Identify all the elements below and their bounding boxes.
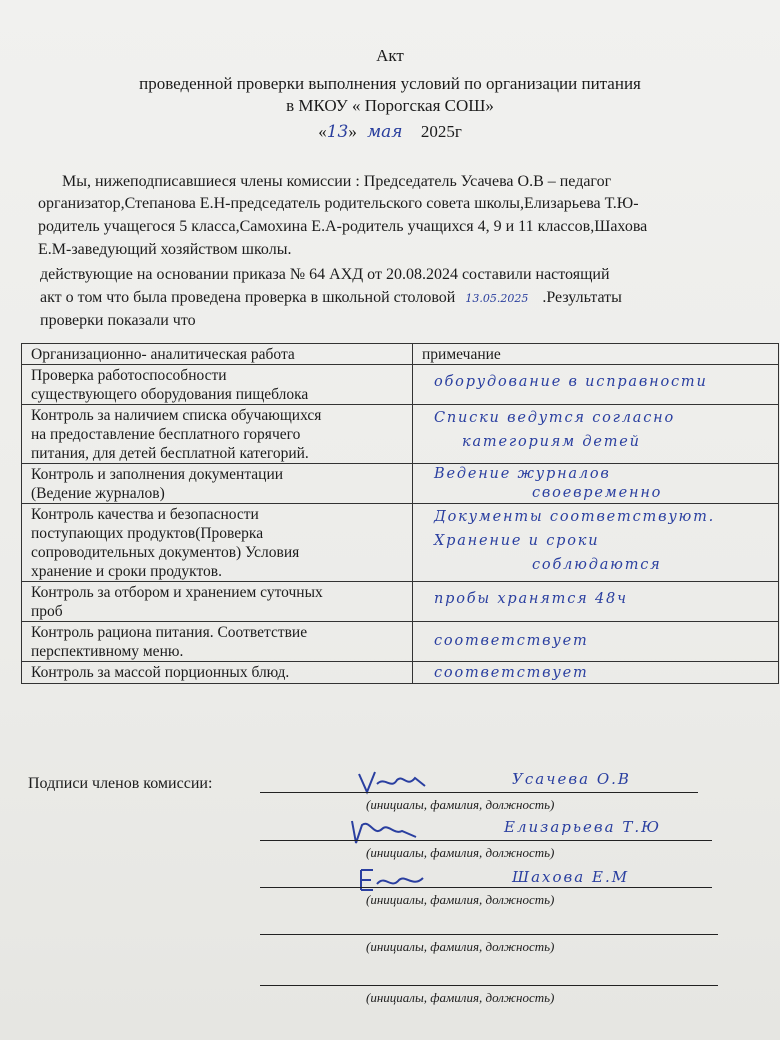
row-item-line: сопроводительных документов) Условия bbox=[31, 544, 300, 561]
row-item-line: хранение и сроки продуктов. bbox=[31, 563, 222, 580]
doc-subtitle: проведенной проверки выполнения условий по организации питания bbox=[139, 74, 641, 93]
signature-caption-5: (инициалы, фамилия, должность) bbox=[366, 990, 555, 1005]
row-note bbox=[413, 622, 779, 662]
date-year: 2025г bbox=[420, 122, 462, 141]
row-item-line: проб bbox=[31, 603, 63, 620]
handwritten-note: Документы соответствуют. bbox=[434, 509, 716, 525]
row-note bbox=[413, 582, 779, 622]
signature-caption-2: (инициалы, фамилия, должность) bbox=[366, 845, 555, 860]
row-item-line: Контроль за наличием списка обучающихся bbox=[31, 407, 322, 424]
row-item-line: Контроль за массой порционных блюд. bbox=[31, 664, 290, 681]
row-item-line: на предоставление бесплатного горячего bbox=[31, 426, 301, 443]
inspection-date: 13.05.2025 bbox=[465, 292, 529, 305]
row-item-line: (Ведение журналов) bbox=[31, 485, 165, 502]
row-item bbox=[22, 464, 413, 504]
signature-line-4 bbox=[260, 934, 718, 935]
table-row bbox=[22, 504, 779, 582]
doc-title: Акт bbox=[376, 46, 404, 65]
handwritten-note: категориям детей bbox=[462, 434, 641, 450]
intro-line-6 bbox=[40, 287, 622, 309]
intro-line-1: Мы, нижеподписавшиеся члены комиссии : Председатель Усачева О.В – педагог bbox=[62, 173, 612, 190]
handwritten-note: соответствует bbox=[434, 665, 589, 681]
table-header-row bbox=[22, 344, 779, 365]
signature-caption-4: (инициалы, фамилия, должность) bbox=[366, 939, 555, 954]
row-note bbox=[413, 405, 779, 464]
signature-line-1 bbox=[260, 792, 698, 793]
table-row bbox=[22, 582, 779, 622]
row-item bbox=[22, 622, 413, 662]
row-note bbox=[413, 504, 779, 582]
header-cell-note: примечание bbox=[413, 344, 779, 365]
signature-line-3 bbox=[260, 887, 712, 888]
table-row bbox=[22, 405, 779, 464]
row-item bbox=[22, 405, 413, 464]
inspection-table bbox=[21, 343, 779, 684]
intro-line-5: действующие на основании приказа № 64 АХД от 20.08.2024 составили настоящий bbox=[40, 266, 610, 283]
intro-line-3: родитель учащегося 5 класса,Самохина Е.А-родитель учащихся 4, 9 и 11 классов,Шахова bbox=[38, 218, 648, 235]
signature-line-5 bbox=[260, 985, 718, 986]
date-quote-close: » bbox=[348, 122, 357, 141]
row-item bbox=[22, 582, 413, 622]
signature-caption-1: (инициалы, фамилия, должность) bbox=[366, 797, 555, 812]
handwritten-note: Ведение журналов bbox=[434, 466, 611, 482]
row-item-line: Контроль качества и безопасности bbox=[31, 506, 259, 523]
signature-name-1: Усачева О.В bbox=[512, 770, 631, 788]
row-item-line: поступающих продуктов(Проверка bbox=[31, 525, 264, 542]
handwritten-note: соответствует bbox=[434, 633, 589, 649]
header-cell-work: Организационно- аналитическая работа bbox=[22, 344, 413, 365]
signatures-label: Подписи членов комиссии: bbox=[28, 775, 213, 792]
date-month: мая bbox=[367, 122, 403, 142]
signature-scribble-2 bbox=[348, 815, 428, 849]
table-row bbox=[22, 464, 779, 504]
row-note bbox=[413, 662, 779, 684]
row-item-line: Проверка работоспособности bbox=[31, 367, 227, 384]
row-item-line: Контроль и заполнения документации bbox=[31, 466, 284, 483]
row-item-line: перспективному меню. bbox=[31, 643, 184, 660]
row-note bbox=[413, 365, 779, 405]
row-item bbox=[22, 504, 413, 582]
handwritten-note: своевременно bbox=[532, 485, 663, 501]
handwritten-note: Хранение и сроки bbox=[434, 533, 600, 549]
date-quote-open: « bbox=[318, 122, 327, 141]
signature-name-3: Шахова Е.М bbox=[512, 868, 630, 886]
row-item bbox=[22, 365, 413, 405]
row-note bbox=[413, 464, 779, 504]
intro-line-4: Е.М-заведующий хозяйством школы. bbox=[38, 241, 292, 258]
act-date bbox=[0, 122, 780, 142]
handwritten-note: пробы хранятся 48ч bbox=[434, 591, 628, 607]
intro-line-2: организатор,Степанова Е.Н-председатель родительского совета школы,Елизарьева Т.Ю- bbox=[38, 195, 639, 212]
table-row bbox=[22, 622, 779, 662]
date-day: 13 bbox=[326, 122, 349, 142]
signature-name-2: Елизарьева Т.Ю bbox=[504, 818, 662, 836]
signature-caption-3: (инициалы, фамилия, должность) bbox=[366, 892, 555, 907]
row-item-line: питания, для детей бесплатной категорий. bbox=[31, 445, 309, 462]
handwritten-note: оборудование в исправности bbox=[434, 374, 708, 390]
row-item-line: Контроль рациона питания. Соответствие bbox=[31, 624, 308, 641]
handwritten-note: Списки ведутся согласно bbox=[434, 410, 676, 426]
row-item bbox=[22, 662, 413, 684]
signature-line-2 bbox=[260, 840, 712, 841]
row-item-line: Контроль за отбором и хранением суточных bbox=[31, 584, 323, 601]
table-row bbox=[22, 365, 779, 405]
handwritten-note: соблюдаются bbox=[532, 557, 662, 573]
school-name: в МКОУ « Порогская СОШ» bbox=[286, 96, 494, 115]
row-item-line: существующего оборудования пищеблока bbox=[31, 386, 309, 403]
intro-line-6-text: акт о том что была проведена проверка в школьной столовой bbox=[40, 289, 456, 306]
intro-line-6-end: .Результаты bbox=[542, 289, 622, 306]
signature-scribble-1 bbox=[355, 766, 435, 798]
table-row bbox=[22, 662, 779, 684]
intro-line-7: проверки показали что bbox=[40, 312, 196, 329]
